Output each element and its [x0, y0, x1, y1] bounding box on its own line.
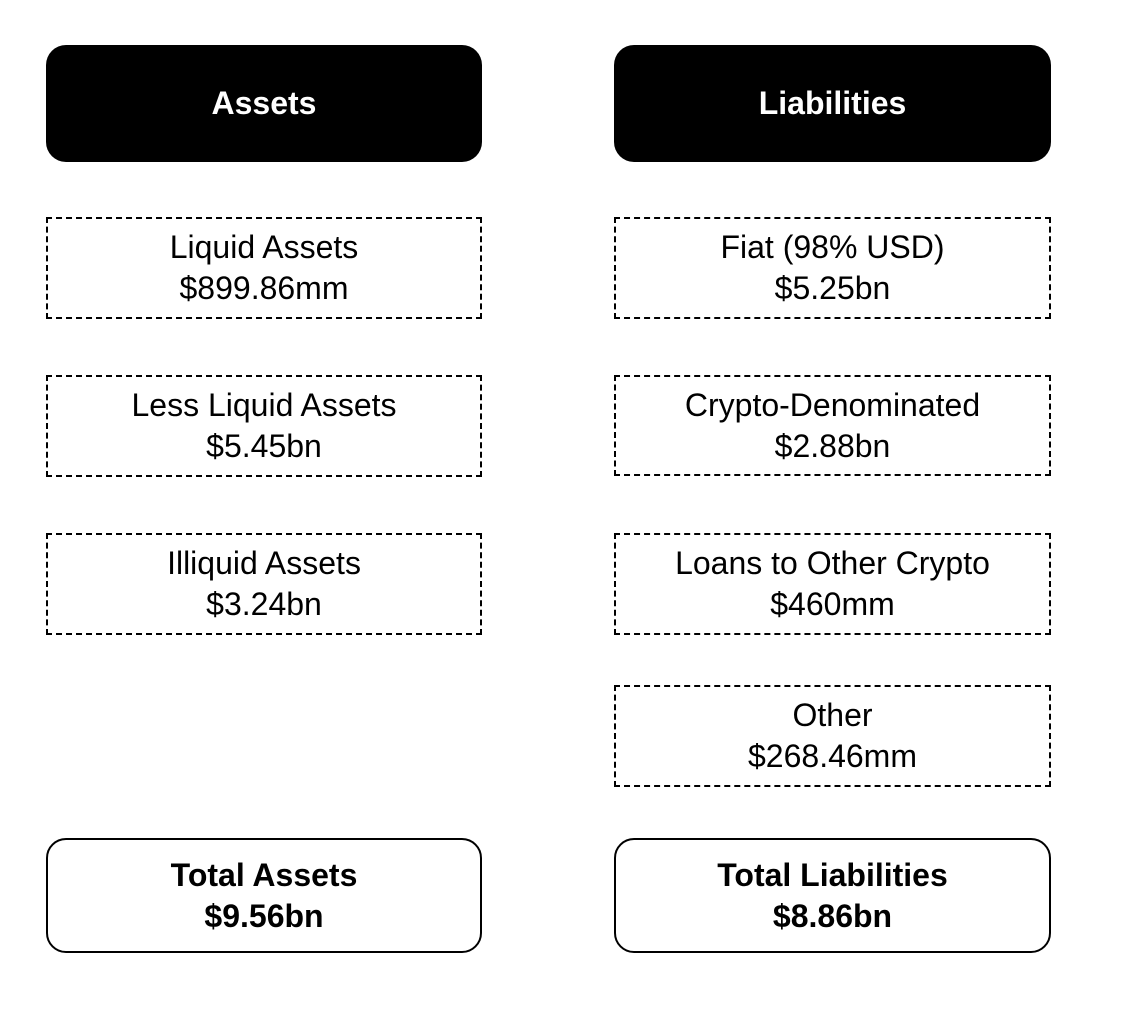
- total-assets-value: $9.56bn: [204, 897, 324, 934]
- assets-header: [46, 45, 482, 162]
- liability-item-label: Fiat (98% USD): [720, 229, 945, 265]
- asset-item-label: Illiquid Assets: [167, 545, 361, 581]
- liability-item-label: Other: [792, 697, 873, 733]
- asset-item-label: Liquid Assets: [169, 229, 359, 265]
- liability-item-crypto-denominated: [614, 375, 1051, 476]
- total-liabilities-box: [614, 838, 1051, 953]
- liability-item-loans: [614, 533, 1051, 635]
- total-liabilities-value: $8.86bn: [772, 897, 893, 934]
- assets-header-label: Assets: [211, 85, 317, 121]
- liability-item-value: $460mm: [770, 586, 895, 622]
- total-liabilities-label: Total Liabilities: [717, 856, 948, 893]
- liability-item-value: $2.88bn: [774, 427, 891, 464]
- liabilities-header-label: Liabilities: [758, 85, 907, 121]
- asset-item-value: $899.86mm: [179, 270, 349, 306]
- liability-item-value: $268.46mm: [748, 738, 917, 774]
- asset-item-value: $3.24bn: [206, 586, 322, 622]
- liability-item-other: [614, 685, 1051, 787]
- asset-item-label: Less Liquid Assets: [131, 387, 397, 423]
- total-assets-label: Total Assets: [170, 856, 358, 893]
- liability-item-fiat: [614, 217, 1051, 319]
- liabilities-header: [614, 45, 1051, 162]
- liability-item-value: $5.25bn: [774, 270, 891, 306]
- liability-item-label: Loans to Other Crypto: [675, 545, 990, 581]
- asset-item-less-liquid: [46, 375, 482, 477]
- asset-item-liquid: [46, 217, 482, 319]
- liability-item-label: Crypto-Denominated: [684, 386, 981, 423]
- total-assets-box: [46, 838, 482, 953]
- asset-item-value: $5.45bn: [206, 428, 322, 464]
- asset-item-illiquid: [46, 533, 482, 635]
